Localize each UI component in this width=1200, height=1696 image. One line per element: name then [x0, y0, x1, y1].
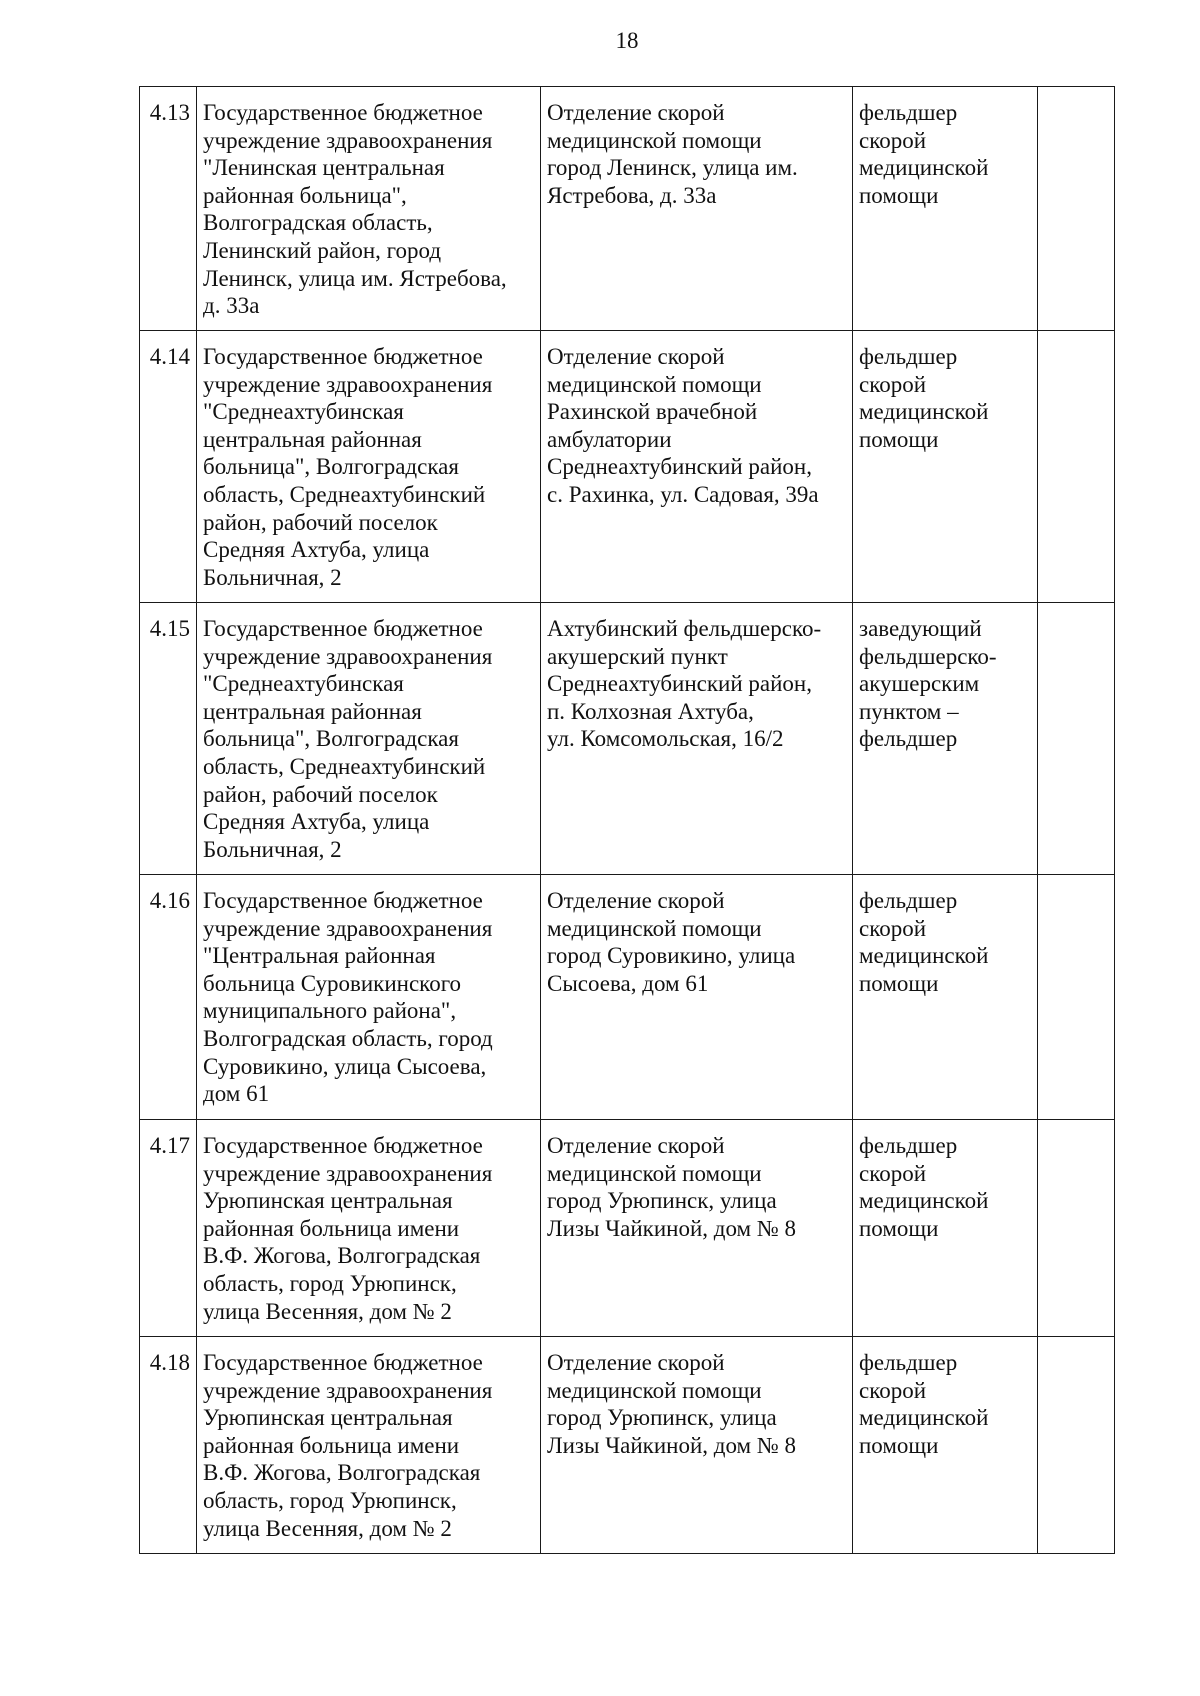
- table-row: [140, 875, 1115, 1120]
- table-row: [140, 603, 1115, 875]
- unit-cell: [541, 87, 853, 331]
- position-cell: [853, 875, 1038, 1120]
- position-cell: [853, 331, 1038, 603]
- unit-cell: [541, 331, 853, 603]
- organization-text: Государственное бюджетное учреждение здравоохранения Урюпинская центральная районная больница имени В.Ф. Жогова, Волгоградская область, город Урюпинск, улица Весенняя, дом № 2: [203, 1133, 493, 1324]
- registry-table: [139, 86, 1115, 1554]
- position-cell: [853, 603, 1038, 875]
- organization-cell: [197, 1120, 541, 1337]
- unit-text: Ахтубинский фельдшерско- акушерский пункт Среднеахтубинский район, п. Колхозная Ахтуба, ул. Комсомольская, 16/2: [547, 616, 822, 752]
- extra-cell: [1038, 603, 1115, 875]
- organization-cell: [197, 331, 541, 603]
- row-number: 4.16: [140, 875, 197, 1120]
- unit-text: Отделение скорой медицинской помощи город Урюпинск, улица Лизы Чайкиной, дом № 8: [547, 1350, 797, 1458]
- table-row: [140, 1120, 1115, 1337]
- table-row: [140, 331, 1115, 603]
- position-text: фельдшер скорой медицинской помощи: [859, 100, 989, 208]
- table-row: [140, 1337, 1115, 1554]
- organization-text: Государственное бюджетное учреждение здравоохранения "Среднеахтубинская центральная районная больница", Волгоградская область, Среднеахтубинский район, рабочий поселок Средняя Ахтуба, улица Больничная, 2: [203, 344, 493, 590]
- extra-cell: [1038, 1120, 1115, 1337]
- position-text: фельдшер скорой медицинской помощи: [859, 1350, 989, 1458]
- position-cell: [853, 1337, 1038, 1554]
- position-text: заведующий фельдшерско- акушерским пунктом – фельдшер: [859, 616, 997, 752]
- unit-cell: [541, 1120, 853, 1337]
- position-cell: [853, 87, 1038, 331]
- organization-text: Государственное бюджетное учреждение здравоохранения "Среднеахтубинская центральная районная больница", Волгоградская область, Среднеахтубинский район, рабочий поселок Средняя Ахтуба, улица Больничная, 2: [203, 616, 493, 862]
- extra-cell: [1038, 331, 1115, 603]
- row-number: 4.13: [140, 87, 197, 331]
- table-row: [140, 87, 1115, 331]
- organization-cell: [197, 87, 541, 331]
- organization-text: Государственное бюджетное учреждение здравоохранения Урюпинская центральная районная больница имени В.Ф. Жогова, Волгоградская область, город Урюпинск, улица Весенняя, дом № 2: [203, 1350, 493, 1541]
- unit-text: Отделение скорой медицинской помощи город Урюпинск, улица Лизы Чайкиной, дом № 8: [547, 1133, 797, 1241]
- extra-cell: [1038, 1337, 1115, 1554]
- organization-cell: [197, 875, 541, 1120]
- position-text: фельдшер скорой медицинской помощи: [859, 888, 989, 996]
- organization-cell: [197, 603, 541, 875]
- position-text: фельдшер скорой медицинской помощи: [859, 1133, 989, 1241]
- organization-cell: [197, 1337, 541, 1554]
- row-number: 4.18: [140, 1337, 197, 1554]
- position-cell: [853, 1120, 1038, 1337]
- unit-text: Отделение скорой медицинской помощи город Суровикино, улица Сысоева, дом 61: [547, 888, 796, 996]
- organization-text: Государственное бюджетное учреждение здравоохранения "Центральная районная больница Суровикинского муниципального района", Волгоградская область, город Суровикино, улица Сысоева, дом 61: [203, 888, 493, 1107]
- position-text: фельдшер скорой медицинской помощи: [859, 344, 989, 452]
- row-number: 4.14: [140, 331, 197, 603]
- unit-text: Отделение скорой медицинской помощи Рахинской врачебной амбулатории Среднеахтубинский район, с. Рахинка, ул. Садовая, 39а: [547, 344, 819, 507]
- unit-cell: [541, 603, 853, 875]
- page-number: 18: [615, 28, 639, 53]
- unit-cell: [541, 1337, 853, 1554]
- row-number: 4.17: [140, 1120, 197, 1337]
- unit-cell: [541, 875, 853, 1120]
- organization-text: Государственное бюджетное учреждение здравоохранения "Ленинская центральная районная больница", Волгоградская область, Ленинский район, город Ленинск, улица им. Ястребова, д. 33а: [203, 100, 507, 319]
- extra-cell: [1038, 87, 1115, 331]
- extra-cell: [1038, 875, 1115, 1120]
- unit-text: Отделение скорой медицинской помощи город Ленинск, улица им. Ястребова, д. 33а: [547, 100, 798, 208]
- row-number: 4.15: [140, 603, 197, 875]
